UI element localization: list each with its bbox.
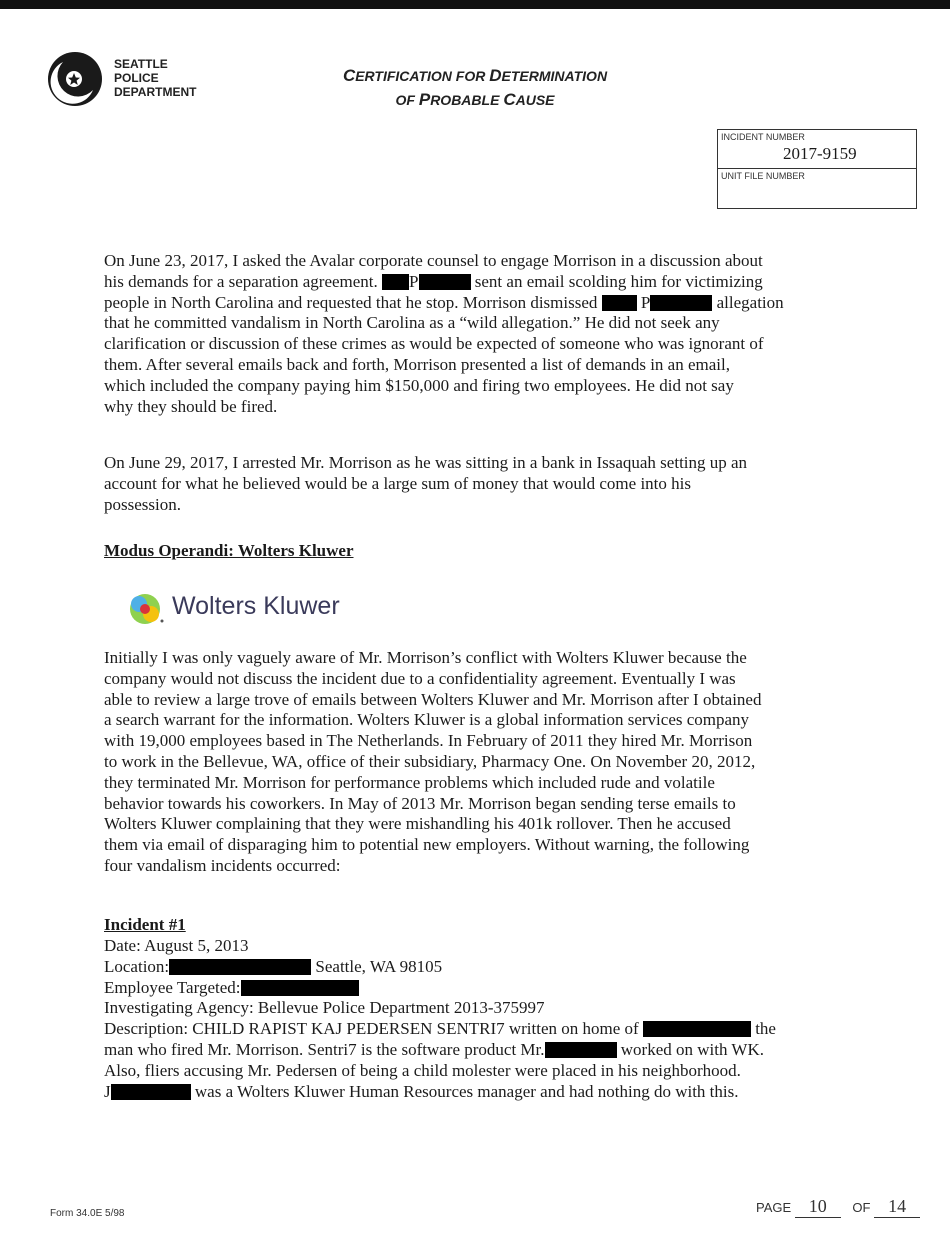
incident-number: 2017-9159	[783, 144, 857, 163]
paragraph-1: On June 23, 2017, I asked the Avalar corporate counsel to engage Morrison in a discussion about his demands for a separation agreement. P sent an email scolding him for victimizing people in North Carolina and requested that he stop. Morrison dismissed P allegation that he committed vandalism in North Carolina as a “wild allegation.” He did not seek any clarification or discussion of these crimes as would be expected of someone who was ignorant of them. After several emails back and forth, Morrison presented a list of demands in an email, which included the company paying him $150,000 and firing two employees. He did not say why they should be fired.	[104, 251, 784, 416]
wolters-kluwer-logo-icon	[125, 589, 165, 629]
redaction	[602, 295, 637, 311]
document-title: CERTIFICATION FOR DETERMINATION OF PROBABLE CAUSE	[342, 66, 608, 109]
redaction	[111, 1084, 191, 1100]
unit-file-label: UNIT FILE NUMBER	[721, 171, 805, 181]
redaction	[643, 1021, 751, 1037]
incident-number-box	[717, 129, 917, 209]
redaction	[382, 274, 409, 290]
paragraph-3: Initially I was only vaguely aware of Mr. Morrison’s conflict with Wolters Kluwer because the company would not discuss the incident due to a confidentiality agreement. Eventually I was able to review a large trove of emails between Wolters Kluwer and Mr. Morrison after I obtained a search warrant for the information. Wolters Kluwer is a global information services company with 19,000 employees based in The Netherlands. In February of 2011 they hired Mr. Morrison to work in the Bellevue, WA, office of their subsidiary, Pharmacy One. On November 20, 2012, they terminated Mr. Morrison for performance problems which included rude and volatile behavior towards his coworkers. In May of 2013 Mr. Morrison began sending terse emails to Wolters Kluwer complaining that they were mishandling his 401k rollover. Then he accused them via email of disparaging him to potential new employers. Without warning, the following four vandalism incidents occurred:	[104, 648, 762, 875]
redaction	[241, 980, 359, 996]
incident-number-label: INCIDENT NUMBER	[721, 132, 805, 142]
incident-heading: Incident #1	[104, 915, 186, 934]
incident-details: Date: August 5, 2013 Location: Seattle, WA 98105 Employee Targeted: Investigating Agency: Bellevue Police Department 2013-375997 Description: CHILD RAPIST KAJ PEDERSEN SENTRI7 written on home of the man who fired Mr. Morrison. Sentri7 is the software product Mr. worked on with WK. Also, fliers accusing Mr. Pedersen of being a child molester were placed in his neighborhood. J was a Wolters Kluwer Human Resources manager and had nothing do with this.	[104, 936, 776, 1101]
redaction	[169, 959, 311, 975]
redaction	[650, 295, 712, 311]
paragraph-2: On June 29, 2017, I arrested Mr. Morrison as he was sitting in a bank in Issaquah setting up an account for what he believed would be a large sum of money that would come into his possession.	[104, 453, 748, 514]
page-indicator: PAGE 10 OF 14	[756, 1196, 920, 1218]
department-name: SEATTLE POLICE DEPARTMENT	[114, 57, 197, 99]
seattle-police-badge-icon	[47, 50, 103, 108]
section-heading: Modus Operandi: Wolters Kluwer	[104, 541, 354, 560]
redaction	[545, 1042, 617, 1058]
top-border	[0, 0, 950, 9]
redaction	[419, 274, 471, 290]
wolters-kluwer-logo-text: Wolters Kluwer	[172, 592, 340, 620]
form-number: Form 34.0E 5/98	[50, 1208, 125, 1219]
page-total: 14	[874, 1196, 920, 1218]
page-number: 10	[795, 1196, 841, 1218]
